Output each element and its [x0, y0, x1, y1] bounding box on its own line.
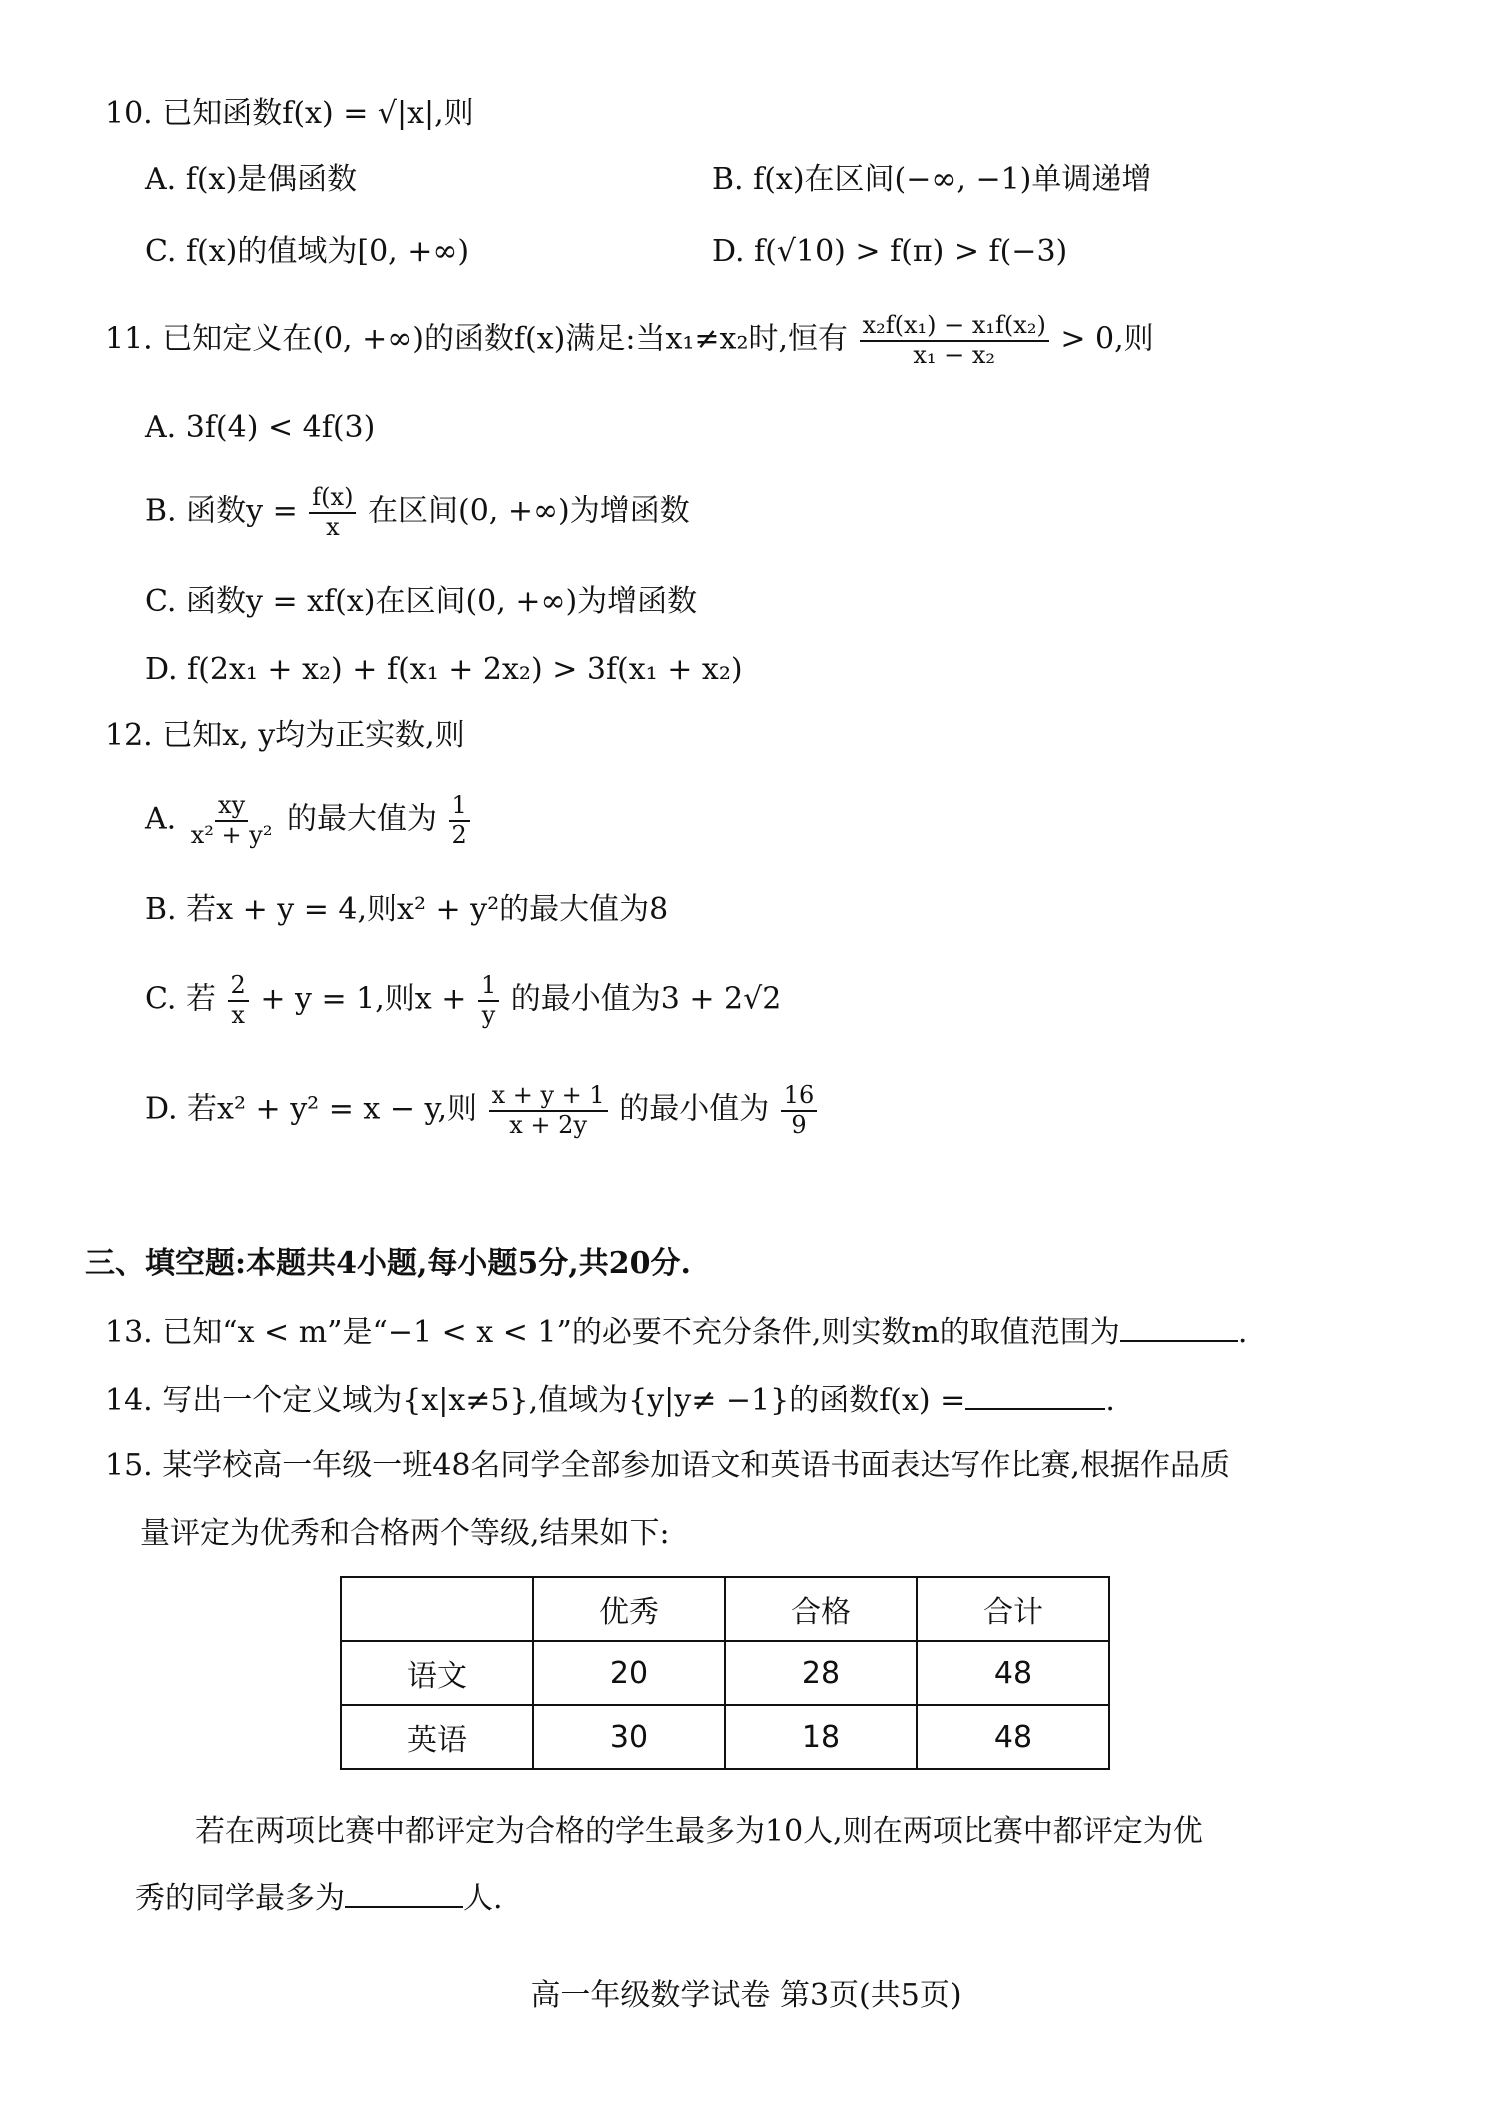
q10-option-b: B. f(x)在区间(−∞, −1)单调递增 — [712, 162, 1152, 197]
table-header-row — [341, 1577, 1109, 1641]
q15-after1: 若在两项比赛中都评定为合格的学生最多为10人,则在两项比赛中都评定为优 — [195, 1814, 1203, 1849]
q12-c-den1: x — [231, 1000, 245, 1029]
q12-option-a — [145, 792, 472, 849]
q12-d-val-den: 9 — [791, 1110, 807, 1139]
q13-answer-blank[interactable] — [1120, 1314, 1238, 1342]
q15-answer-blank[interactable] — [345, 1880, 463, 1908]
q14-answer-blank[interactable] — [965, 1382, 1105, 1410]
q15-after2-post: 人. — [463, 1881, 503, 1916]
q11-stem-pre: 11. 已知定义在(0, +∞)的函数f(x)满足:当x₁≠x₂时,恒有 — [105, 321, 849, 357]
q12-a-value — [449, 792, 470, 849]
q12-a-fraction — [188, 792, 276, 849]
q12-a-num: xy — [215, 792, 248, 822]
q14-text: 14. 写出一个定义域为{x|x≠5},值域为{y|y≠ −1}的函数f(x) = — [105, 1383, 966, 1418]
page-footer: 高一年级数学试卷 第3页(共5页) — [530, 1978, 962, 2013]
q15-after2-pre: 秀的同学最多为 — [135, 1881, 345, 1916]
q11-frac-den: x₁ − x₂ — [913, 340, 996, 369]
q13-end: . — [1237, 1315, 1248, 1350]
q12-d-fraction — [489, 1082, 608, 1139]
table-cell: 18 — [725, 1705, 917, 1769]
q12-a-den: x² + y² — [190, 820, 273, 849]
q12-d-mid: 的最小值为 — [619, 1091, 770, 1127]
q14 — [105, 1382, 1115, 1419]
q11-fraction — [860, 312, 1049, 369]
q12-c-num2: 1 — [478, 972, 499, 1002]
q12-a-pre: A. — [145, 801, 177, 837]
q12-option-d — [145, 1082, 819, 1139]
q14-end: . — [1105, 1383, 1115, 1418]
q11-b-post: 在区间(0, +∞)为增函数 — [368, 493, 690, 529]
q12-c-pre: C. 若 — [145, 981, 216, 1017]
table-row — [341, 1641, 1109, 1705]
q12-a-val-den: 2 — [451, 820, 467, 849]
q11-stem-post: > 0,则 — [1060, 321, 1154, 357]
q11-stem — [105, 312, 1154, 369]
table-header-cell: 合计 — [917, 1577, 1109, 1641]
q12-d-val-num: 16 — [781, 1082, 818, 1112]
q10-stem: 10. 已知函数f(x) = √|x|,则 — [105, 96, 474, 131]
q11-option-b — [145, 484, 690, 541]
q15-after2 — [135, 1880, 503, 1917]
table-cell: 30 — [533, 1705, 725, 1769]
q12-d-num: x + y + 1 — [489, 1082, 608, 1112]
q15-table — [340, 1576, 1110, 1770]
q13 — [105, 1314, 1247, 1351]
q10-option-c: C. f(x)的值域为[0, +∞) — [145, 234, 470, 269]
q12-option-c — [145, 972, 781, 1029]
q11-b-num: f(x) — [309, 484, 356, 514]
q11-b-den: x — [326, 512, 340, 541]
q12-c-fraction1 — [228, 972, 249, 1029]
q12-c-num1: 2 — [228, 972, 249, 1002]
table-cell: 20 — [533, 1641, 725, 1705]
table-cell: 英语 — [341, 1705, 533, 1769]
table-cell: 语文 — [341, 1641, 533, 1705]
q11-b-fraction — [309, 484, 356, 541]
q12-a-mid: 的最大值为 — [287, 801, 437, 837]
q12-c-den2: y — [481, 1000, 496, 1029]
q12-c-fraction2 — [478, 972, 499, 1029]
table-header-cell: 优秀 — [533, 1577, 725, 1641]
q11-option-d: D. f(2x₁ + x₂) + f(x₁ + 2x₂) > 3f(x₁ + x₂) — [145, 652, 743, 687]
q10-option-a: A. f(x)是偶函数 — [145, 162, 358, 197]
section-3-heading: 三、填空题:本题共4小题,每小题5分,共20分. — [85, 1246, 691, 1281]
q11-b-pre: B. 函数y = — [145, 493, 298, 529]
q11-frac-num: x₂f(x₁) − x₁f(x₂) — [860, 312, 1049, 342]
q10-option-d: D. f(√10) > f(π) > f(−3) — [712, 234, 1068, 269]
table-header-cell: 合格 — [725, 1577, 917, 1641]
table-cell: 28 — [725, 1641, 917, 1705]
q12-d-den: x + 2y — [509, 1110, 587, 1139]
q12-a-val-num: 1 — [449, 792, 470, 822]
q15-line1: 15. 某学校高一年级一班48名同学全部参加语文和英语书面表达写作比赛,根据作品质 — [105, 1448, 1230, 1483]
table-row — [341, 1705, 1109, 1769]
q13-text: 13. 已知“x < m”是“−1 < x < 1”的必要不充分条件,则实数m的取值范围为 — [105, 1315, 1120, 1350]
q12-d-value — [781, 1082, 818, 1139]
q12-c-post: 的最小值为3 + 2√2 — [510, 981, 782, 1017]
q12-stem: 12. 已知x, y均为正实数,则 — [105, 718, 465, 753]
table-cell: 48 — [917, 1705, 1109, 1769]
q12-option-b: B. 若x + y = 4,则x² + y²的最大值为8 — [145, 892, 669, 927]
q12-c-mid: + y = 1,则x + — [260, 981, 467, 1017]
table-header-cell — [341, 1577, 533, 1641]
q12-d-pre: D. 若x² + y² = x − y,则 — [145, 1091, 478, 1127]
q15-line2: 量评定为优秀和合格两个等级,结果如下: — [140, 1516, 670, 1551]
table-cell: 48 — [917, 1641, 1109, 1705]
q11-option-c: C. 函数y = xf(x)在区间(0, +∞)为增函数 — [145, 584, 698, 619]
q11-option-a: A. 3f(4) < 4f(3) — [145, 410, 376, 445]
